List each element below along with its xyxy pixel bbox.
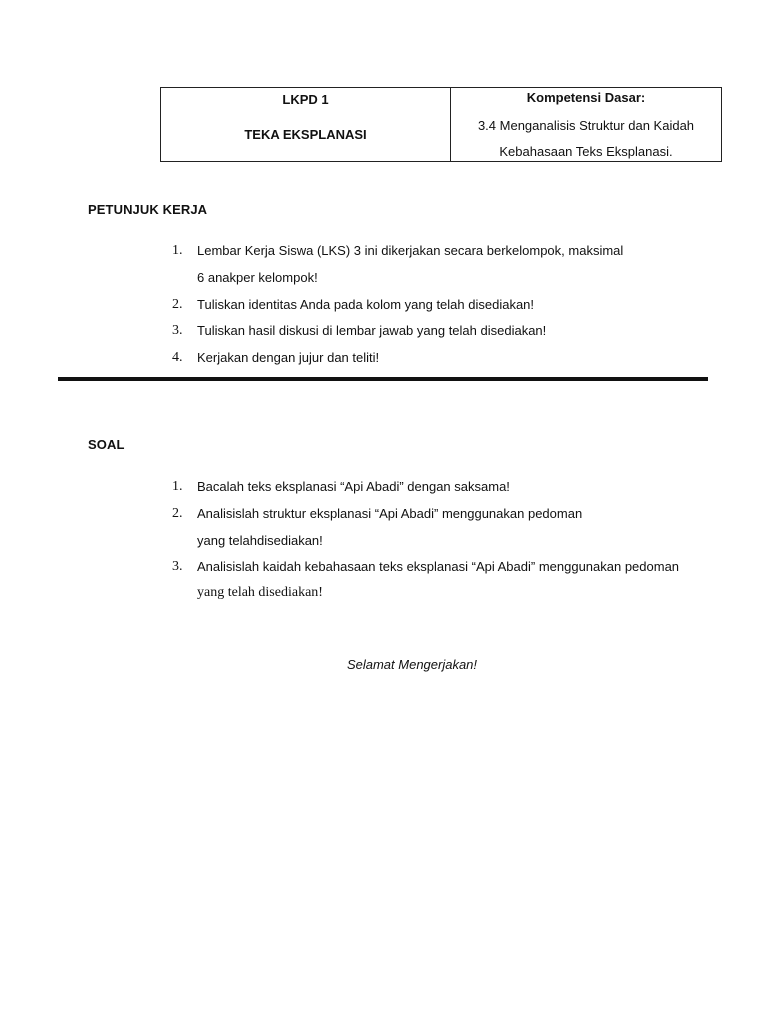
questions-heading: SOAL: [88, 437, 125, 452]
item-text: Bacalah teks eksplanasi “Api Abadi” dengan saksama!: [197, 479, 510, 494]
item-number: 1.: [172, 479, 183, 494]
item-number: 3.: [172, 559, 183, 574]
header-right-cell: [451, 88, 721, 161]
instructions-heading: PETUNJUK KERJA: [88, 202, 208, 217]
closing-message: Selamat Mengerjakan!: [346, 657, 478, 672]
item-continuation: 6 anakper kelompok!: [197, 270, 318, 285]
section-divider: [58, 377, 708, 381]
worksheet-subtitle: TEKA EKSPLANASI: [244, 127, 367, 142]
item-continuation: yang telahdisediakan!: [197, 533, 323, 548]
item-number: 2.: [172, 297, 183, 312]
item-number: 2.: [172, 506, 183, 521]
competency-title: Kompetensi Dasar:: [526, 90, 646, 105]
item-text: Tuliskan hasil diskusi di lembar jawab yang telah disediakan!: [197, 323, 547, 338]
item-text: Analisislah kaidah kebahasaan teks eksplanasi “Api Abadi” menggunakan pedoman: [197, 559, 680, 574]
item-number: 3.: [172, 323, 183, 338]
header-left-cell: [161, 88, 451, 161]
item-text: Tuliskan identitas Anda pada kolom yang telah disediakan!: [197, 297, 535, 312]
competency-line-1: 3.4 Menganalisis Struktur dan Kaidah: [477, 118, 695, 133]
header-table: [160, 87, 722, 162]
item-text: Lembar Kerja Siswa (LKS) 3 ini dikerjakan secara berkelompok, maksimal: [197, 243, 624, 258]
item-number: 1.: [172, 243, 183, 258]
item-text: Analisislah struktur eksplanasi “Api Abadi” menggunakan pedoman: [197, 506, 583, 521]
competency-line-2: Kebahasaan Teks Eksplanasi.: [499, 144, 673, 159]
item-number: 4.: [172, 350, 183, 365]
worksheet-title: LKPD 1: [282, 92, 329, 107]
item-text: Kerjakan dengan jujur dan teliti!: [197, 350, 380, 365]
item-continuation: yang telah disediakan!: [197, 585, 323, 600]
